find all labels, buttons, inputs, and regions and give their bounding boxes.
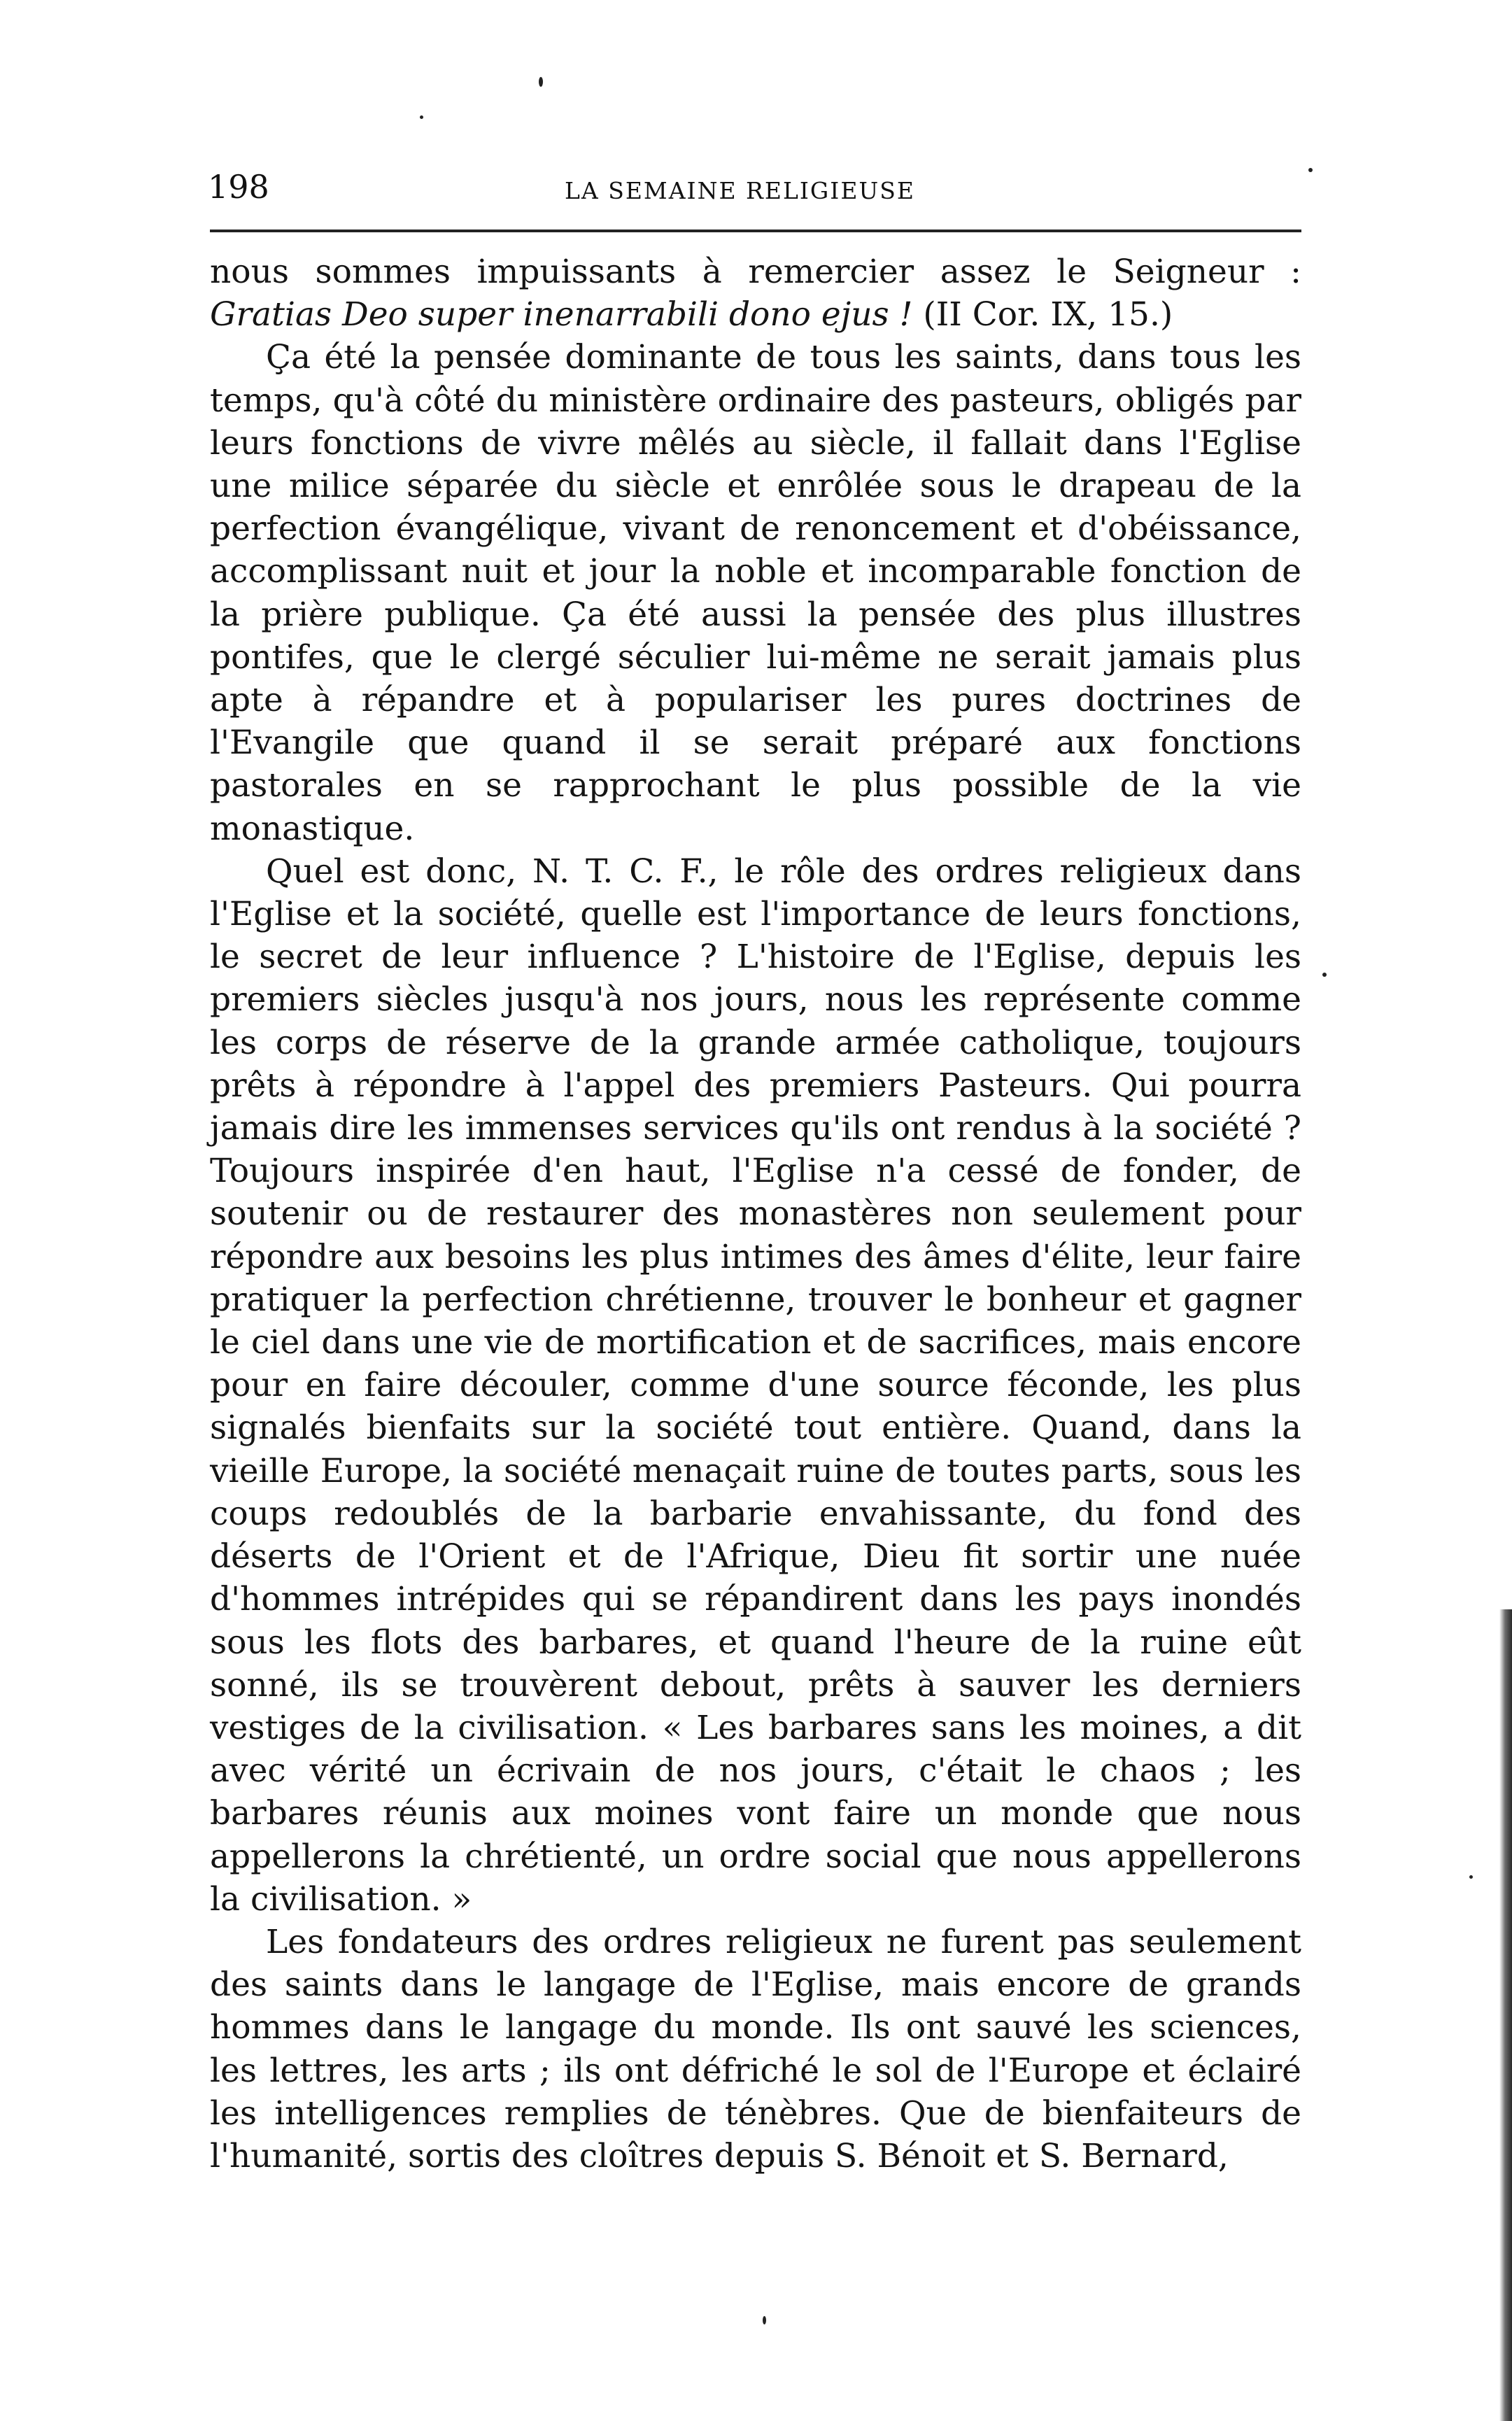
paragraph-continuation — [210, 250, 1301, 336]
citation: (II Cor. IX, 15.) — [912, 295, 1173, 334]
scan-speck — [1469, 1875, 1473, 1879]
paragraph: Les fondateurs des ordres religieux ne furent pas seulement des saints dans le langage de l'Eglise, mais encore de grands hommes dans le langage du monde. Ils ont sauvé les sciences, les lettres, les arts ; ils ont défriché le sol de l'Europe et éclairé les intelligences remplies de ténèbres. Que de bienfaiteurs de l'humanité, sortis des cloîtres depuis S. Bénoit et S. Bernard, — [210, 1922, 1301, 2175]
scan-speck — [539, 77, 543, 87]
paragraph-text: nous sommes impuissants à remercier assez le Seigneur : — [210, 253, 1301, 291]
running-title: LA SEMAINE RELIGIEUSE — [565, 177, 915, 204]
scan-speck — [1322, 973, 1327, 977]
body-text — [210, 250, 1301, 2178]
scan-speck — [420, 115, 423, 119]
scan-edge-shadow — [1499, 1609, 1512, 2421]
page-header — [208, 162, 1299, 211]
paragraph: Ça été la pensée dominante de tous les saints, dans tous les temps, qu'à côté du ministère ordinaire des pasteurs, obligés par leurs fonctions de vivre mêlés au siècle, il fallait dans l'Eglise une milice séparée du siècle et enrôlée sous le drapeau de la perfection évangélique, vivant de renoncement et d'obéissance, accomplissant nuit et jour la noble et incomparable fonction de la prière publique. Ça été aussi la pensée des plus illustres pontifes, que le clergé séculier lui-même ne serait jamais plus apte à répandre et à populariser les pures doctrines de l'Evangile que quand il se serait préparé aux fonctions pastorales en se rapprochant le plus possible de la vie monastique. — [210, 338, 1301, 848]
header-rule — [210, 230, 1301, 232]
scan-speck — [763, 2316, 766, 2324]
paragraph: Quel est donc, N. T. C. F., le rôle des ordres religieux dans l'Eglise et la société, quelle est l'importance de leurs fonctions, le secret de leur influence ? L'histoire de l'Eglise, depuis les premiers siècles jusqu'à nos jours, nous les représente comme les corps de réserve de la grande armée catholique, toujours prêts à répondre à l'appel des premiers Pasteurs. Qui pourra jamais dire les immenses services qu'ils ont rendus à la société ? Toujours inspirée d'en haut, l'Eglise n'a cessé de fonder, de soutenir ou de restaurer des monastères non seulement pour répondre aux besoins les plus intimes des âmes d'élite, leur faire pratiquer la perfection chrétienne, trouver le bonheur et gagner le ciel dans une vie de mortification et de sacrifices, mais encore pour en faire découler, comme d'une source féconde, les plus signalés bienfaits sur la société tout entière. Quand, dans la vieille Europe, la société menaçait ruine de toutes parts, sous les coups redoublés de la barbarie envahissante, du fond des déserts de l'Orient et de l'Afrique, Dieu fit sortir une nuée d'hommes intrépides qui se répandirent dans les pays inondés sous les flots des barbares, et quand l'heure de la ruine eût sonné, ils se trouvèrent debout, prêts à sauver les derniers vestiges de la civilisation. « Les barbares sans les moines, a dit avec vérité un écrivain de nos jours, c'était le chaos ; les barbares réunis aux moines vont faire un monde que nous appellerons la chrétienté, un ordre social que nous appellerons la civilisation. » — [210, 852, 1301, 1919]
scan-speck — [1308, 168, 1313, 172]
latin-quotation: Gratias Deo super inenarrabili dono ejus ! — [210, 295, 913, 334]
page-number: 198 — [208, 168, 269, 206]
